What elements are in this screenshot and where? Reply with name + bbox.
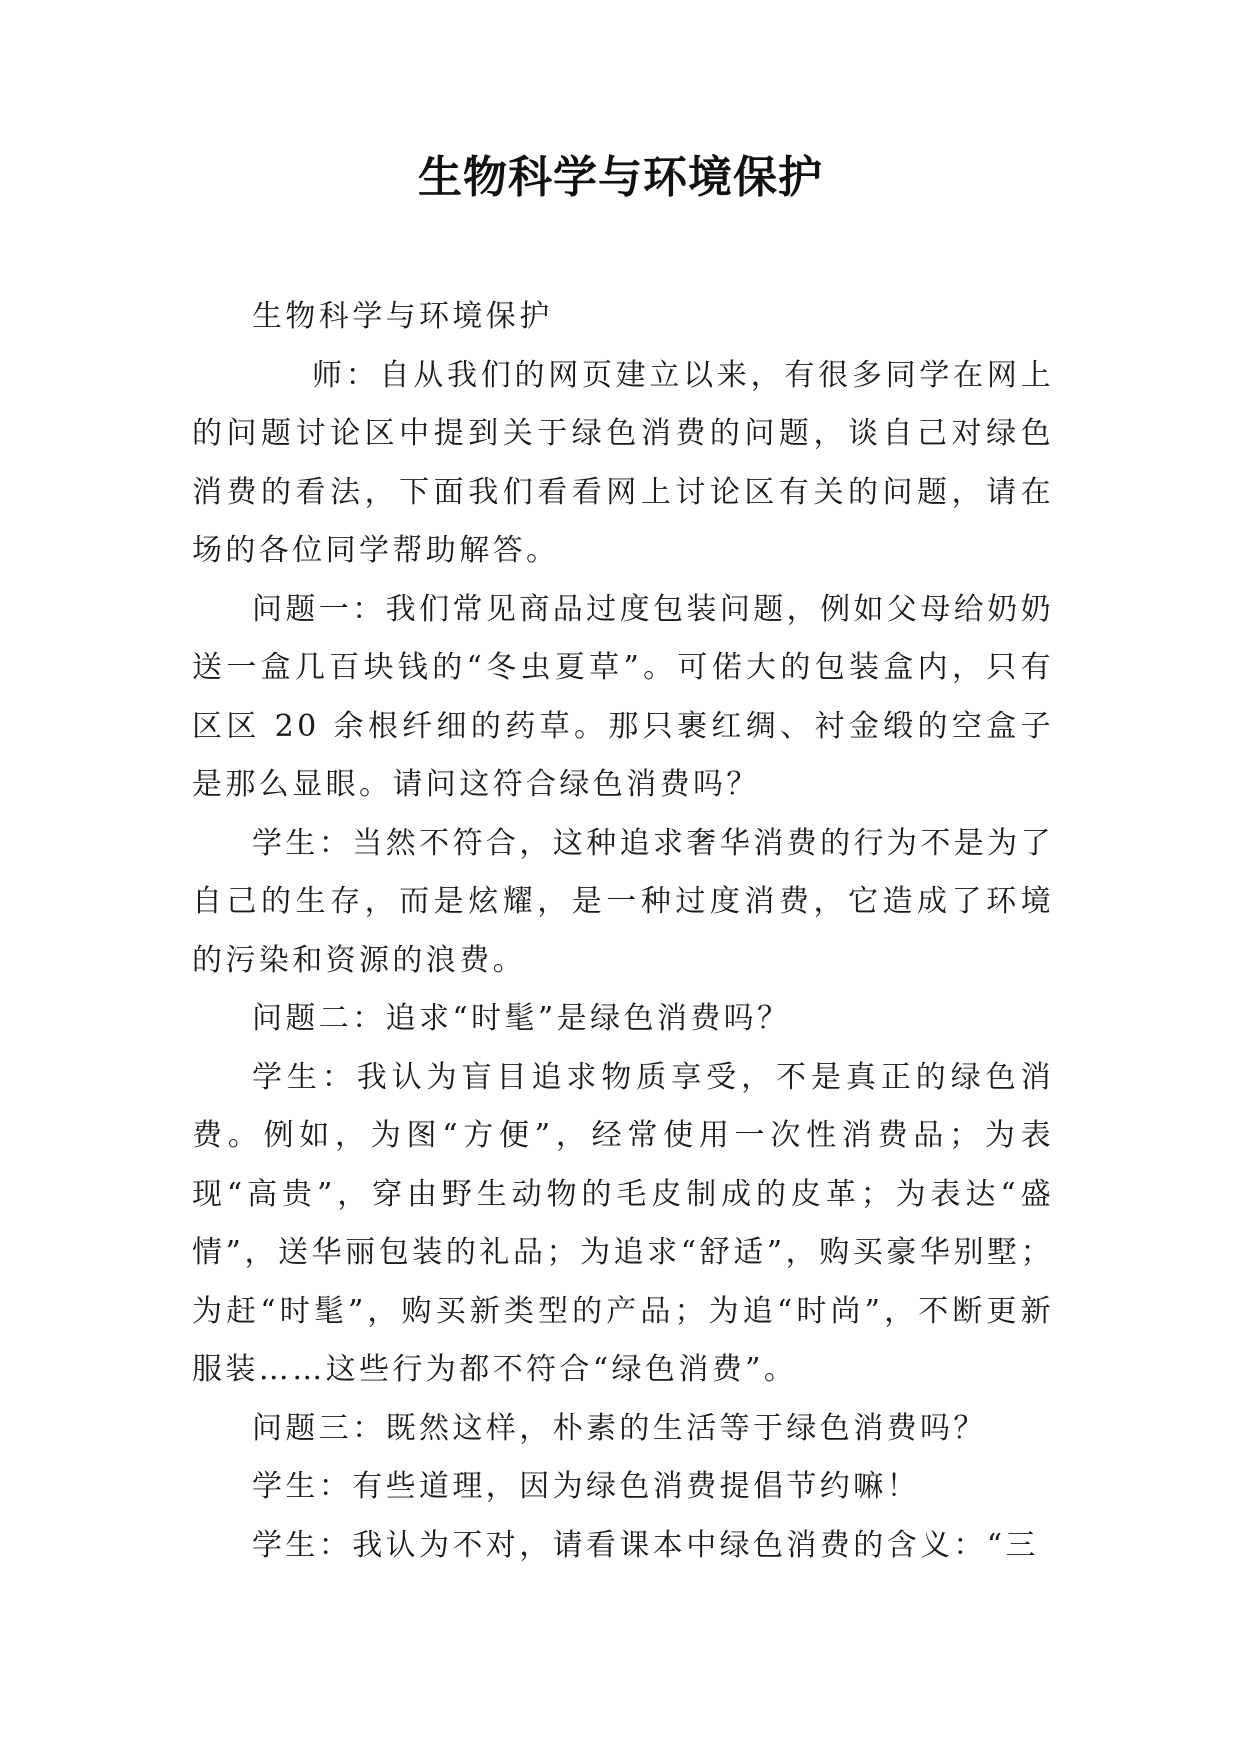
subtitle-paragraph: 生物科学与环境保护 xyxy=(252,299,553,334)
student-answer-two-paragraph: 学生：我认为盲目追求物质享受，不是真正的绿色消费。例如，为图“方便”，经常使用一次性消费品；为表现“高贵”，穿由野生动物的毛皮制成的皮革；为表达“盛情”，送华丽包装的礼品；为追求“舒适”，购买豪华别墅；为赶“时髦”，购买新类型的产品；为追“时尚”，不断更新服装……这些行为都不符合“绿色消费”。 xyxy=(192,1059,1054,1387)
question-three-paragraph: 问题三：既然这样，朴素的生活等于绿色消费吗？ xyxy=(252,1410,987,1446)
document-body xyxy=(192,288,1054,1575)
student-answer-one-paragraph: 学生：当然不符合，这种追求奢华消费的行为不是为了自己的生存，而是炫耀，是一种过度消费，它造成了环境的污染和资源的浪费。 xyxy=(192,825,1054,978)
question-one-paragraph: 问题一：我们常见商品过度包装问题，例如父母给奶奶送一盒几百块钱的“冬虫夏草”。可偌大的包装盒内，只有区区 20 余根纤细的药草。那只裹红绸、衬金缎的空盒子是那么显眼。请问这符合绿色消费吗？ xyxy=(192,591,1054,802)
document-title: 生物科学与环境保护 xyxy=(418,152,823,203)
teacher-intro-paragraph: 师：自从我们的网页建立以来，有很多同学在网上的问题讨论区中提到关于绿色消费的问题，谈自己对绿色消费的看法，下面我们看看网上讨论区有关的问题，请在场的各位同学帮助解答。 xyxy=(192,357,1054,568)
student-answer-three-b-paragraph: 学生：我认为不对，请看课本中绿色消费的含义：“三 xyxy=(252,1527,1039,1563)
question-two-paragraph: 问题二：追求“时髦”是绿色消费吗？ xyxy=(252,1001,791,1036)
student-answer-three-a-paragraph: 学生：有些道理，因为绿色消费提倡节约嘛！ xyxy=(252,1469,920,1504)
